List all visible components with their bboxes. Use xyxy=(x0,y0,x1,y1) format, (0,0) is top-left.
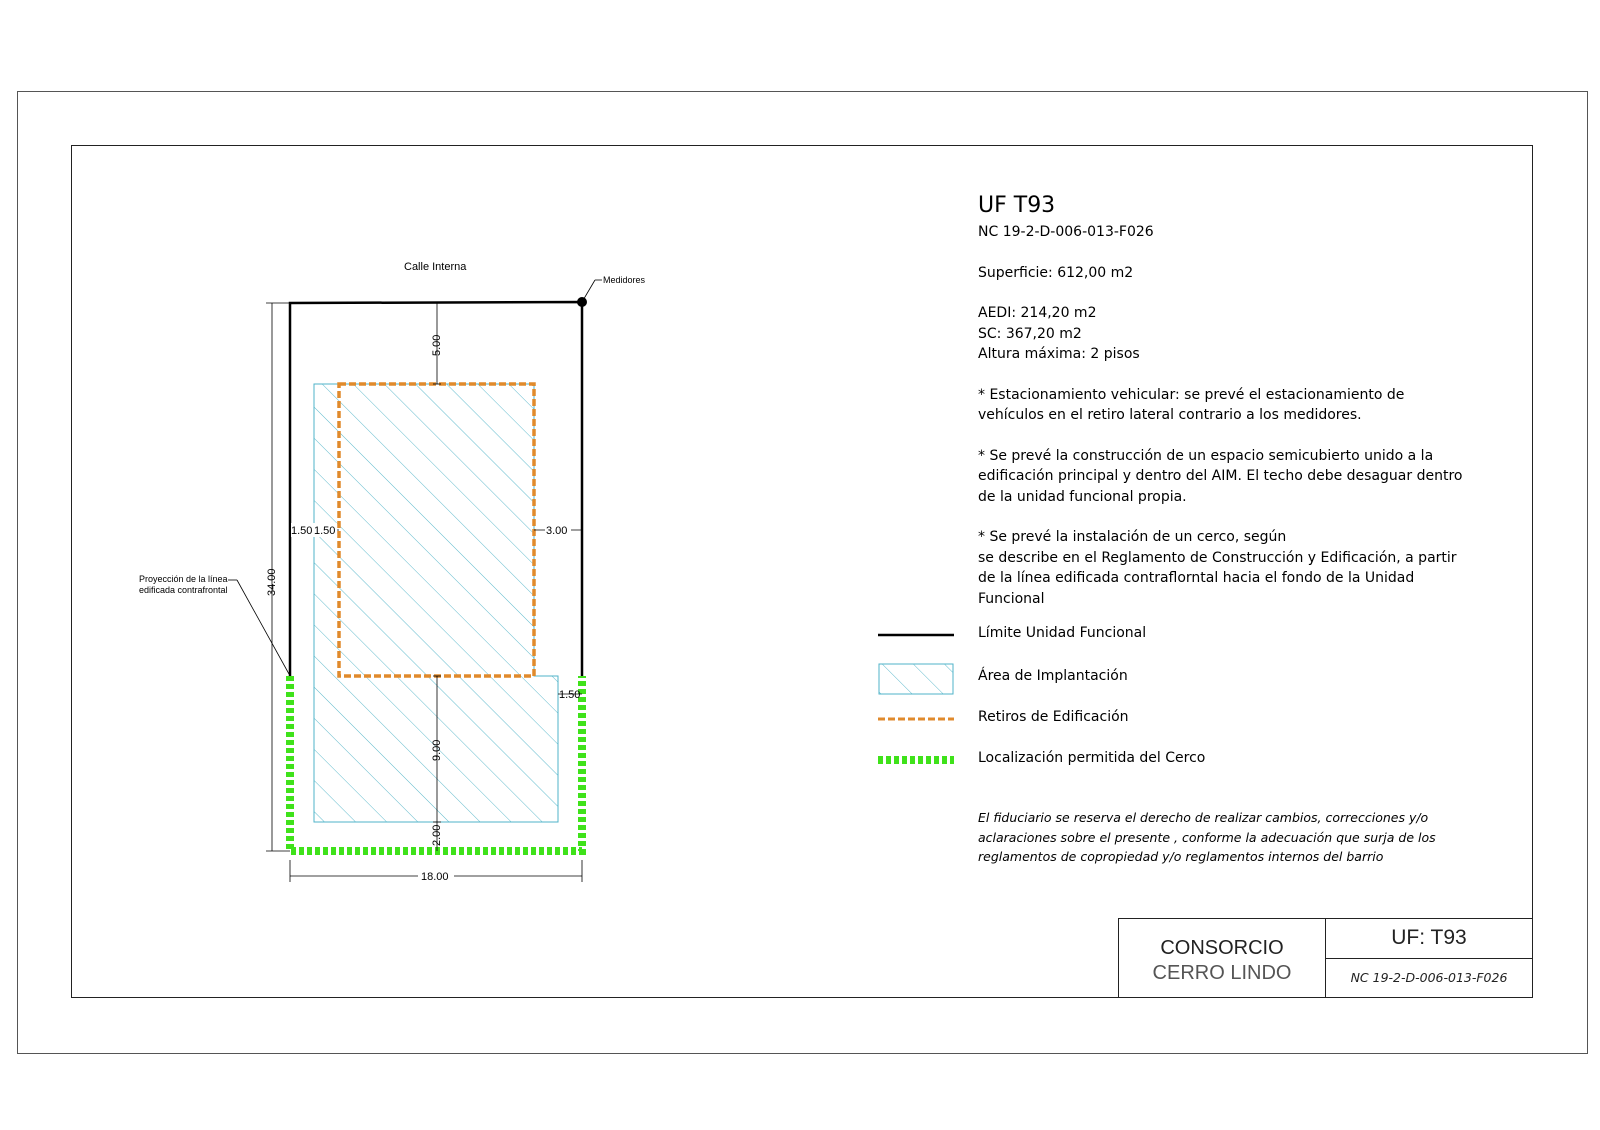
dim-rear-setback: 2.00 xyxy=(431,824,443,846)
disclaimer-l1: El fiduciario se reserva el derecho de realizar cambios, correcciones y/o xyxy=(978,810,1429,825)
dim-right-setback: 3.00 xyxy=(546,525,568,537)
projection-label-line1: Proyección de la línea xyxy=(139,574,228,584)
unit-nc: NC 19-2-D-006-013-F026 xyxy=(978,224,1154,240)
dim-right-lower: 1.50 xyxy=(559,689,581,701)
note-semicovered-l1: * Se prevé la construcción de un espacio semicubierto unido a la xyxy=(978,447,1434,464)
dim-rear-area: 9.00 xyxy=(431,739,443,761)
dim-depth: 34.00 xyxy=(266,568,278,596)
dim-left-setback-a: 1.50 xyxy=(291,525,313,537)
projection-leader xyxy=(237,580,289,674)
legend-setback-label: Retiros de Edificación xyxy=(978,709,1129,725)
disclaimer xyxy=(978,808,1458,867)
disclaimer-l3: reglamentos de copropiedad y/o reglamentos internos del barrio xyxy=(978,849,1384,864)
street-label: Calle Interna xyxy=(404,261,467,273)
disclaimer-l2: aclaraciones sobre el presente , conforme la adecuación que surja de los xyxy=(978,829,1436,845)
company-line1: CONSORCIO xyxy=(1160,937,1284,959)
dim-left-setback-b: 1.50 xyxy=(314,525,336,537)
dim-front-setback: 5.00 xyxy=(431,334,443,356)
note-semicovered-l2: edificación principal y dentro del AIM. El techo debe desaguar dentro xyxy=(978,468,1463,484)
legend-area-label: Área de Implantación xyxy=(978,668,1128,684)
note-fence-l2: se describe en el Reglamento de Construcción y Edificación, a partir xyxy=(978,549,1457,566)
legend-limit-label: Límite Unidad Funcional xyxy=(978,625,1147,641)
title-block-company xyxy=(1119,919,1326,997)
dim-width: 18.00 xyxy=(421,871,449,883)
legend-area-symbol xyxy=(879,664,953,694)
note-fence-l4: Funcional xyxy=(978,590,1045,607)
meter-leader xyxy=(582,280,595,302)
note-fence-l3: de la línea edificada contraflorntal hacia el fondo de la Unidad xyxy=(978,570,1415,586)
unit-sc: SC: 367,20 m2 xyxy=(978,325,1082,342)
title-block-uf: UF: T93 xyxy=(1326,919,1532,959)
company-line2: CERRO LINDO xyxy=(1152,962,1292,984)
unit-title: UF T93 xyxy=(978,193,1056,218)
legend-fence-label: Localización permitida del Cerco xyxy=(978,750,1206,766)
projection-label-line2: edificada contrafrontal xyxy=(139,585,228,595)
note-fence-l1: * Se prevé la instalación de un cerco, según xyxy=(978,529,1287,545)
title-block-nc: NC 19-2-D-006-013-F026 xyxy=(1350,970,1508,985)
note-parking-l2: vehículos en el retiro lateral contrario a los medidores. xyxy=(978,407,1362,423)
meter-label: Medidores xyxy=(603,275,646,285)
unit-max-height: Altura máxima: 2 pisos xyxy=(978,346,1140,362)
unit-info-panel xyxy=(978,192,1498,609)
note-parking-l1: * Estacionamiento vehicular: se prevé el estacionamiento de xyxy=(978,386,1405,403)
unit-aedi: AEDI: 214,20 m2 xyxy=(978,305,1097,321)
unit-surface: Superficie: 612,00 m2 xyxy=(978,264,1134,281)
title-block xyxy=(1118,918,1533,998)
note-semicovered-l3: de la unidad funcional propia. xyxy=(978,488,1187,505)
